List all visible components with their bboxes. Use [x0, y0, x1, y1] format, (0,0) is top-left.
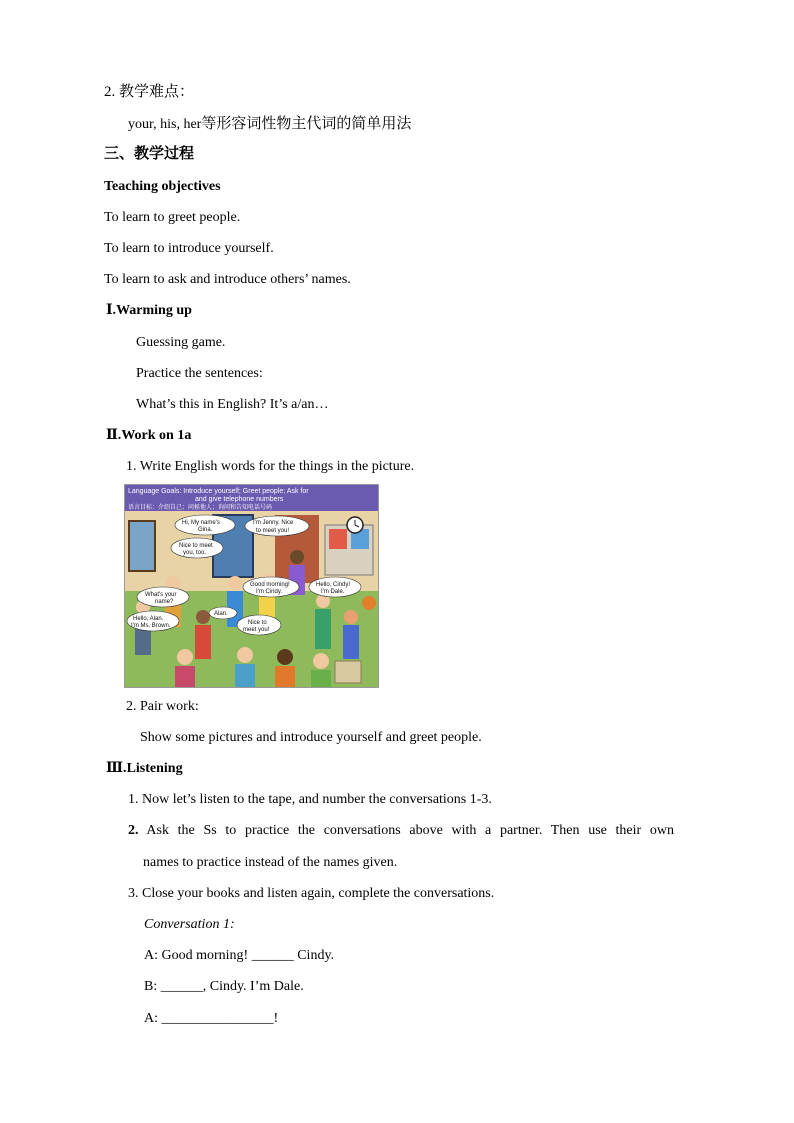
bubble-line: I'm Dale.: [321, 589, 345, 595]
speech-bubble: [237, 615, 281, 635]
speech-bubble: [309, 577, 361, 597]
banner-cn: 语言目标：介绍自己；问候他人；询问和告知电话号码: [128, 505, 273, 511]
textbook-picture: [124, 484, 379, 688]
process-heading: 三、教学过程: [104, 146, 195, 162]
bubble-line: Gina.: [198, 527, 213, 533]
conversation-line: A: Good morning! ______ Cindy.: [144, 948, 335, 963]
work1a-step1: 1. Write English words for the things in the picture.: [126, 459, 415, 474]
listening-step3: 3. Close your books and listen again, complete the conversations.: [128, 886, 495, 901]
objective-item: To learn to greet people.: [104, 210, 241, 225]
objective-item: To learn to ask and introduce others’ names.: [104, 272, 351, 287]
warming-line: What’s this in English? It’s a/an…: [136, 397, 329, 412]
speech-bubble: [171, 538, 223, 558]
speech-bubble: [127, 611, 179, 631]
objective-item: To learn to introduce yourself.: [104, 241, 274, 256]
listening-step2: [128, 822, 674, 840]
speech-bubble: [209, 607, 237, 619]
listening-title: Listening: [126, 761, 183, 776]
bubble-line: Nice to meet: [179, 543, 213, 549]
difficulty-text-en: your, his, her: [128, 117, 202, 132]
bubble-line: Hello, Alan.: [133, 616, 164, 622]
listening-heading: [106, 760, 183, 778]
speech-bubble: [175, 515, 235, 535]
bubble-line: you, too.: [183, 550, 207, 556]
bubble-line: name?: [155, 599, 174, 605]
listening-step2-text: Ask the Ss to practice the conversations above with a partner. Then use their own: [146, 823, 674, 838]
conversation-line: B: ______, Cindy. I’m Dale.: [144, 979, 304, 994]
difficulty-text: [128, 115, 411, 134]
banner-line2: and give telephone numbers: [195, 496, 284, 503]
bubble-line: Nice to: [248, 620, 267, 626]
conversation-line: A: ________________!: [144, 1011, 279, 1026]
bubble-line: Hello, Cindy!: [316, 582, 351, 588]
speech-bubble: [245, 516, 309, 536]
speech-bubble: [137, 587, 189, 607]
bubble-line: Good morning!: [250, 582, 290, 588]
listening-step2-cont: names to practice instead of the names given.: [143, 855, 398, 870]
difficulty-text-cn: 等形容词性物主代词的简单用法: [201, 116, 412, 132]
bubble-line: I'm Jenny. Nice: [253, 520, 294, 526]
warming-numeral: Ⅰ.: [106, 303, 117, 318]
bubble-line: to meet you!: [256, 528, 290, 534]
warming-line: Practice the sentences:: [136, 366, 263, 381]
warming-line: Guessing game.: [136, 335, 226, 350]
bubble-line: meet you!: [243, 627, 270, 633]
bubble-line: Hi, My name's: [182, 520, 220, 526]
bubble-line: I'm Cindy.: [256, 589, 283, 595]
warming-heading: [106, 302, 192, 320]
bubble-line: What's your: [145, 592, 177, 598]
listening-step2-num: 2.: [128, 823, 139, 838]
bubble-line: I'm Ms. Brown.: [131, 623, 171, 629]
work1a-step2: 2. Pair work:: [126, 699, 199, 714]
bubble-line: Alan.: [214, 611, 228, 617]
listening-step1: 1. Now let’s listen to the tape, and number the conversations 1-3.: [128, 792, 492, 807]
objectives-heading: Teaching objectives: [104, 179, 221, 194]
work1a-step2-detail: Show some pictures and introduce yourself and greet people.: [140, 730, 482, 745]
listening-numeral: Ⅲ.: [106, 761, 127, 776]
work1a-heading: [106, 427, 191, 445]
work1a-title: Work on 1a: [121, 428, 192, 443]
difficulty-heading: 2. 教学难点：: [104, 84, 195, 100]
speech-bubble: [243, 577, 299, 597]
work1a-numeral: Ⅱ.: [106, 428, 122, 443]
conversation-title: Conversation 1:: [144, 917, 235, 932]
warming-title: Warming up: [116, 303, 192, 318]
banner-line1: Language Goals: Introduce yourself; Greet people; Ask for: [128, 488, 309, 495]
classroom-illustration: [125, 485, 378, 687]
